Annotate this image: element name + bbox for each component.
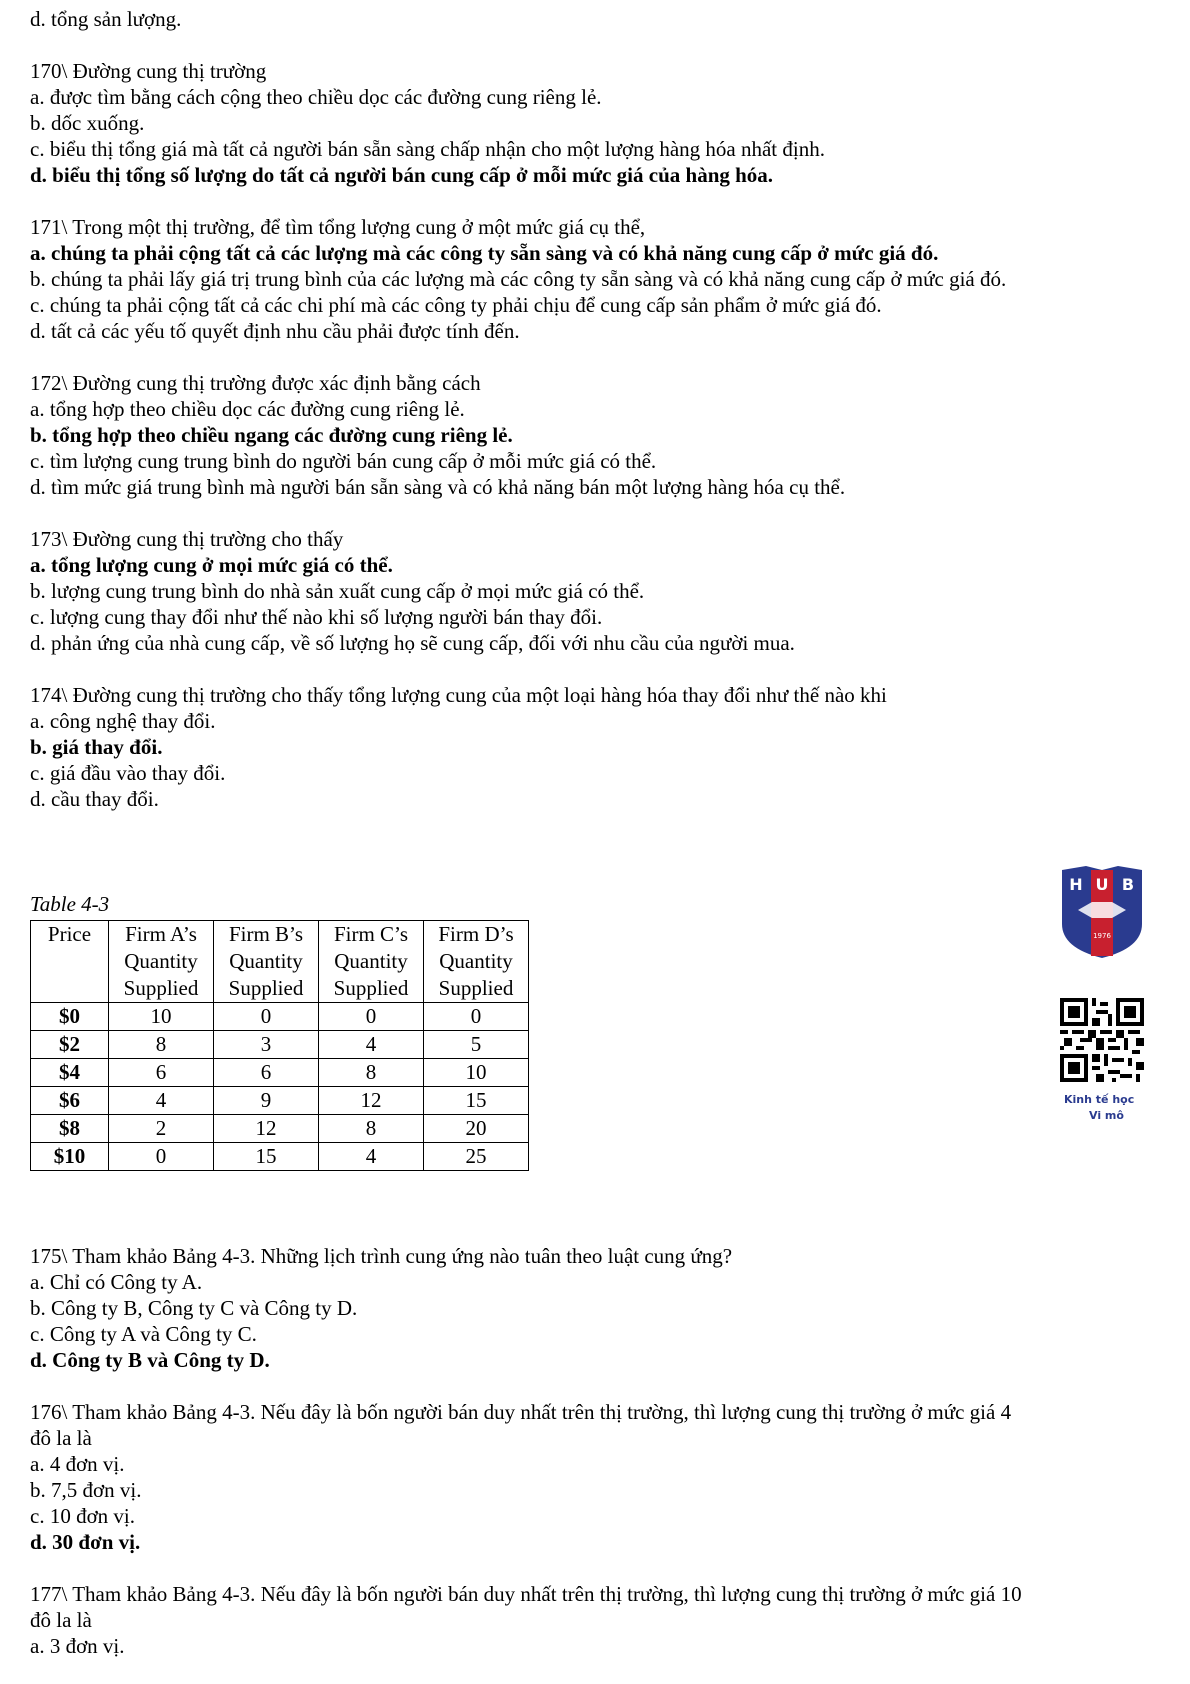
brand-line-2: Vi mô — [1089, 1109, 1124, 1122]
option-171a-answer: a. chúng ta phải cộng tất cả các lượng mà các công ty sẵn sàng và có khả năng cung cấp ở mức giá đó. — [30, 241, 939, 265]
firm-a-cell: 10 — [109, 1003, 214, 1031]
firm-a-cell: 2 — [109, 1115, 214, 1143]
option-171c: c. chúng ta phải cộng tất cả các chi phí mà các công ty phải chịu để cung cấp sản phẩm ở mức giá đó. — [30, 293, 882, 317]
header-firm-b — [214, 921, 319, 1003]
logo-letter-b: B — [1121, 875, 1135, 894]
table-row — [31, 1059, 529, 1087]
header-line: Supplied — [123, 976, 199, 1000]
brand-line-1: Kinh tế học — [1064, 1093, 1135, 1106]
option-175b: b. Công ty B, Công ty C và Công ty D. — [30, 1296, 358, 1320]
table-row — [31, 1143, 529, 1171]
option-177a: a. 3 đơn vị. — [30, 1634, 125, 1658]
logo-year: 1976 — [1093, 932, 1111, 940]
option-171d: d. tất cả các yếu tố quyết định nhu cầu phải được tính đến. — [30, 319, 520, 343]
firm-c-cell: 4 — [319, 1031, 424, 1059]
option-170a: a. được tìm bằng cách cộng theo chiều dọc các đường cung riêng lẻ. — [30, 85, 602, 109]
firm-c-cell: 4 — [319, 1143, 424, 1171]
option-171b: b. chúng ta phải lấy giá trị trung bình của các lượng mà các công ty sẵn sàng và có khả năng cung cấp ở mức giá đó. — [30, 267, 1007, 291]
table-row — [31, 1087, 529, 1115]
firm-c-cell: 8 — [319, 1115, 424, 1143]
question-176-line2: đô la là — [30, 1426, 92, 1450]
header-firm-d — [424, 921, 529, 1003]
logo-letter-h: H — [1069, 875, 1083, 894]
option-170b: b. dốc xuống. — [30, 111, 145, 135]
question-173: 173\ Đường cung thị trường cho thấy — [30, 527, 344, 551]
firm-d-cell: 15 — [424, 1087, 529, 1115]
header-line: Supplied — [438, 976, 514, 1000]
question-177-line2: đô la là — [30, 1608, 92, 1632]
option-174c: c. giá đầu vào thay đổi. — [30, 761, 226, 785]
option-172d: d. tìm mức giá trung bình mà người bán sẵn sàng và có khả năng bán một lượng hàng hóa cụ thể. — [30, 475, 846, 499]
option-170c: c. biểu thị tổng giá mà tất cả người bán sẵn sàng chấp nhận cho một lượng hàng hóa nhất định. — [30, 137, 825, 161]
header-line: Supplied — [228, 976, 304, 1000]
price-cell: $2 — [31, 1031, 109, 1059]
option-176c: c. 10 đơn vị. — [30, 1504, 136, 1528]
firm-a-cell: 0 — [109, 1143, 214, 1171]
firm-c-cell: 0 — [319, 1003, 424, 1031]
option-174a: a. công nghệ thay đổi. — [30, 709, 216, 733]
firm-a-cell: 6 — [109, 1059, 214, 1087]
qr-code-icon — [1060, 998, 1144, 1082]
header-line: Quantity — [334, 949, 408, 973]
option-172c: c. tìm lượng cung trung bình do người bán cung cấp ở mỗi mức giá có thể. — [30, 449, 657, 473]
option-174d: d. cầu thay đổi. — [30, 787, 159, 811]
firm-d-cell: 0 — [424, 1003, 529, 1031]
question-172: 172\ Đường cung thị trường được xác định bằng cách — [30, 371, 481, 395]
question-177-line1: 177\ Tham khảo Bảng 4-3. Nếu đây là bốn người bán duy nhất trên thị trường, thì lượng cung thị trường ở mức giá 10 — [30, 1582, 1022, 1606]
firm-c-cell: 8 — [319, 1059, 424, 1087]
firm-b-cell: 12 — [214, 1115, 319, 1143]
table-caption: Table 4-3 — [30, 892, 110, 916]
option-175a: a. Chỉ có Công ty A. — [30, 1270, 203, 1294]
firm-b-cell: 15 — [214, 1143, 319, 1171]
firm-a-cell: 4 — [109, 1087, 214, 1115]
price-cell: $4 — [31, 1059, 109, 1087]
table-row — [31, 1031, 529, 1059]
firm-d-cell: 5 — [424, 1031, 529, 1059]
header-line: Quantity — [229, 949, 303, 973]
table-row — [31, 1115, 529, 1143]
option-176d-answer: d. 30 đơn vị. — [30, 1530, 141, 1554]
option-176a: a. 4 đơn vị. — [30, 1452, 125, 1476]
option-175c: c. Công ty A và Công ty C. — [30, 1322, 257, 1346]
header-firm-c — [319, 921, 424, 1003]
question-174: 174\ Đường cung thị trường cho thấy tổng lượng cung của một loại hàng hóa thay đổi như thế nào khi — [30, 683, 887, 707]
price-cell: $10 — [31, 1143, 109, 1171]
hub-shield-icon — [1058, 866, 1146, 958]
option-170d-answer: d. biểu thị tổng số lượng do tất cả người bán cung cấp ở mỗi mức giá của hàng hóa. — [30, 163, 774, 187]
header-line: Supplied — [333, 976, 409, 1000]
logo-letter-u: U — [1095, 875, 1109, 894]
firm-b-cell: 6 — [214, 1059, 319, 1087]
question-175: 175\ Tham khảo Bảng 4-3. Những lịch trình cung ứng nào tuân theo luật cung ứng? — [30, 1244, 733, 1268]
firm-d-cell: 20 — [424, 1115, 529, 1143]
firm-b-cell: 9 — [214, 1087, 319, 1115]
option-174b-answer: b. giá thay đổi. — [30, 735, 163, 759]
price-cell: $6 — [31, 1087, 109, 1115]
option-173c: c. lượng cung thay đổi như thế nào khi số lượng người bán thay đổi. — [30, 605, 603, 629]
firm-b-cell: 0 — [214, 1003, 319, 1031]
option-176b: b. 7,5 đơn vị. — [30, 1478, 142, 1502]
firm-b-cell: 3 — [214, 1031, 319, 1059]
firm-d-cell: 10 — [424, 1059, 529, 1087]
price-cell: $8 — [31, 1115, 109, 1143]
option-173a-answer: a. tổng lượng cung ở mọi mức giá có thể. — [30, 553, 393, 577]
prev-option-d: d. tổng sản lượng. — [30, 7, 182, 31]
firm-c-cell: 12 — [319, 1087, 424, 1115]
header-line: Firm D’s — [438, 922, 514, 946]
header-line: Quantity — [124, 949, 198, 973]
header-line: Quantity — [439, 949, 513, 973]
table-row — [31, 1003, 529, 1031]
question-171: 171\ Trong một thị trường, để tìm tổng lượng cung ở một mức giá cụ thể, — [30, 215, 646, 239]
header-line: Firm B’s — [228, 922, 304, 946]
table-header-row — [31, 921, 529, 1003]
option-172a: a. tổng hợp theo chiều dọc các đường cung riêng lẻ. — [30, 397, 465, 421]
header-price-label: Price — [47, 922, 92, 946]
supply-table — [30, 920, 529, 1171]
option-173b: b. lượng cung trung bình do nhà sản xuất cung cấp ở mọi mức giá có thể. — [30, 579, 645, 603]
firm-d-cell: 25 — [424, 1143, 529, 1171]
option-175d-answer: d. Công ty B và Công ty D. — [30, 1348, 270, 1372]
price-cell: $0 — [31, 1003, 109, 1031]
header-line: Firm C’s — [333, 922, 409, 946]
option-172b-answer: b. tổng hợp theo chiều ngang các đường cung riêng lẻ. — [30, 423, 513, 447]
header-firm-a — [109, 921, 214, 1003]
header-price — [31, 921, 109, 1003]
question-176-line1: 176\ Tham khảo Bảng 4-3. Nếu đây là bốn người bán duy nhất trên thị trường, thì lượng cung thị trường ở mức giá 4 — [30, 1400, 1012, 1424]
header-line: Firm A’s — [125, 922, 197, 946]
question-170: 170\ Đường cung thị trường — [30, 59, 267, 83]
option-173d: d. phản ứng của nhà cung cấp, về số lượng họ sẽ cung cấp, đối với nhu cầu của người mua. — [30, 631, 795, 655]
firm-a-cell: 8 — [109, 1031, 214, 1059]
